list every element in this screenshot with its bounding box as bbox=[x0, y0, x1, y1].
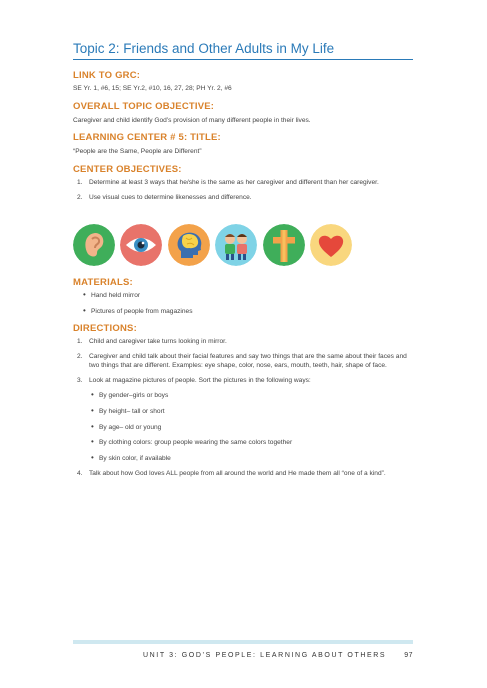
eye-icon bbox=[120, 224, 162, 266]
list-item: 3. Look at magazine pictures of people. Sort the pictures in the following ways: • By gender–girls or boys • By height– tall or short • By age– old or young • By clothing colors: group people wearing the same colors together • By skin color, if available bbox=[73, 376, 411, 464]
link-text: SE Yr. 1, #6, 15; SE Yr.2, #10, 16, 27, 28; PH Yr. 2, #6 bbox=[73, 85, 232, 92]
center-objectives-list bbox=[73, 178, 411, 207]
center-title: “People are the Same, People are Different” bbox=[73, 148, 202, 155]
icon-row bbox=[73, 224, 413, 266]
friends-icon bbox=[215, 224, 257, 266]
page-footer bbox=[73, 652, 413, 659]
sort-ways-list bbox=[89, 391, 411, 463]
page-number: 97 bbox=[404, 652, 413, 659]
list-item: 2. Caregiver and child talk about their facial features and say two things that are the same about their faces and two things that are different. Examples: eye shape, color, nose, ears, mouth, teeth, hair, shape of face. bbox=[77, 352, 407, 370]
center-objectives-heading: CENTER OBJECTIVES: bbox=[73, 164, 182, 175]
list-item: 4. Talk about how God loves ALL people from all around the world and He made them all “one of a kind”. bbox=[77, 470, 386, 478]
list-item: • Pictures of people from magazines bbox=[81, 307, 391, 317]
list-item: 2. Use visual cues to determine likenesses and difference. bbox=[77, 193, 252, 201]
directions-heading: DIRECTIONS: bbox=[73, 323, 137, 334]
list-item: • Hand held mirror bbox=[81, 291, 391, 301]
list-item: • By skin color, if available bbox=[89, 454, 399, 464]
list-item: • By age– old or young bbox=[89, 423, 399, 433]
materials-heading: MATERIALS: bbox=[73, 277, 133, 288]
list-item: • By clothing colors: group people wearing the same colors together bbox=[89, 438, 399, 448]
center-heading: LEARNING CENTER # 5: TITLE: bbox=[73, 132, 221, 143]
directions-list bbox=[73, 337, 411, 484]
list-item: • By height– tall or short bbox=[89, 407, 399, 417]
link-heading: LINK TO GRC: bbox=[73, 70, 141, 81]
page-title: Topic 2: Friends and Other Adults in My Life bbox=[73, 41, 335, 56]
footer-unit: UNIT 3: GOD’S PEOPLE: LEARNING ABOUT OTHERS bbox=[143, 652, 387, 659]
cross-icon bbox=[263, 224, 305, 266]
list-item: 1. Child and caregiver take turns looking in mirror. bbox=[77, 338, 227, 345]
objective-heading: OVERALL TOPIC OBJECTIVE: bbox=[73, 101, 215, 112]
objective-text: Caregiver and child identify God’s provision of many different people in their lives. bbox=[73, 117, 311, 124]
materials-list bbox=[81, 291, 391, 322]
list-item: 1. Determine at least 3 ways that he/she is the same as her caregiver and different than her caregiver. bbox=[77, 179, 379, 186]
title-divider bbox=[73, 59, 413, 60]
list-item: • By gender–girls or boys bbox=[89, 391, 399, 401]
heart-icon bbox=[310, 224, 352, 266]
footer-divider bbox=[73, 640, 413, 644]
ear-icon bbox=[73, 224, 115, 266]
brain-icon bbox=[168, 224, 210, 266]
